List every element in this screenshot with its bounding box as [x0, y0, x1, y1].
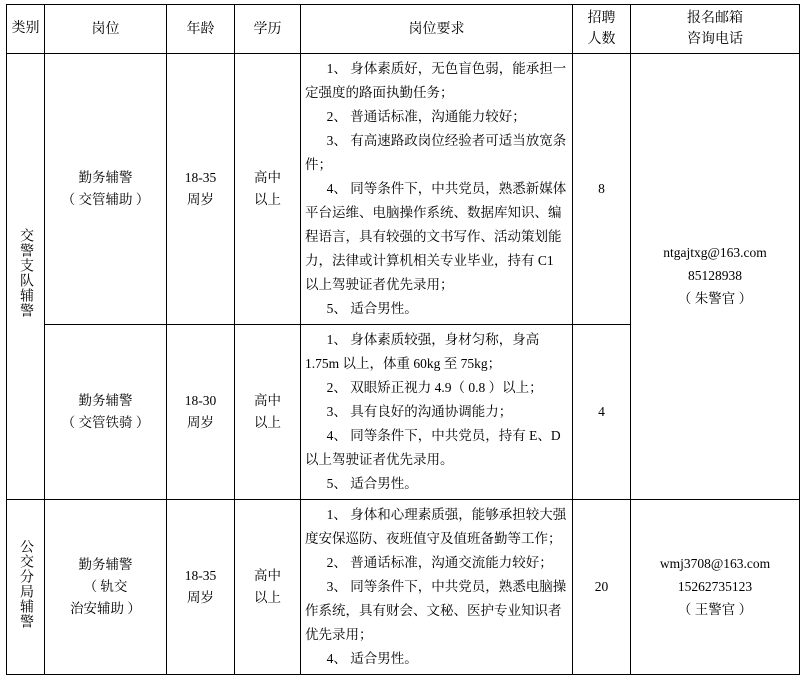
- requirement-item: 3、 同等条件下，中共党员，熟悉电脑操作系统，具有财会、文秘、医护专业知识者优先录用；: [305, 579, 567, 643]
- education-qualifier: 以上: [254, 415, 281, 431]
- requirements-cell: [301, 325, 573, 500]
- requirement-item: 2、 普通话标准，沟通能力较好；: [326, 109, 526, 125]
- table-header-row: [7, 5, 800, 54]
- requirement-item: 4、 同等条件下，中共党员，熟悉新媒体平台运维、电脑操作系统、数据库知识、编程语言，具有较强的文书写作、活动策划能力，法律或计算机相关专业毕业，持有 C1 以上驾驶证者优先录用；: [305, 181, 567, 293]
- category-label: 交警支队辅警: [18, 228, 33, 319]
- age-unit: 周岁: [187, 590, 214, 606]
- count-cell: 8: [573, 54, 631, 325]
- category-cell-traffic-police: [7, 54, 45, 500]
- age-unit: 周岁: [187, 415, 214, 431]
- contact-phone: 85128938: [688, 268, 742, 284]
- recruitment-table: [6, 4, 800, 675]
- education-cell: [235, 325, 301, 500]
- count-header-line1: 招聘: [587, 11, 616, 26]
- post-detail: （ 交管辅助 ）: [61, 192, 150, 208]
- post-detail-continued: 治安辅助 ）: [70, 601, 141, 617]
- contact-email: ntgajtxg@163.com: [663, 245, 767, 261]
- age-cell: [167, 500, 235, 675]
- age-cell: [167, 54, 235, 325]
- education-qualifier: 以上: [254, 590, 281, 606]
- education-level: 高中: [254, 392, 281, 408]
- requirement-item: 4、 适合男性。: [326, 651, 418, 667]
- contact-email: wmj3708@163.com: [659, 555, 771, 571]
- age-cell: [167, 325, 235, 500]
- contact-person: （ 朱警官 ）: [677, 291, 753, 307]
- requirements-list: [305, 503, 568, 671]
- requirement-item: 2、 双眼矫正视力 4.9（ 0.8 ）以上；: [326, 380, 543, 396]
- column-header-requirements: 岗位要求: [301, 5, 573, 54]
- post-cell: [45, 325, 167, 500]
- requirement-item: 2、 普通话标准，沟通交流能力较好；: [326, 555, 553, 571]
- requirement-item: 4、 同等条件下，中共党员，持有 E、D 以上驾驶证者优先录用。: [305, 428, 561, 468]
- post-detail: （ 交管铁骑 ）: [61, 415, 150, 431]
- category-cell-bus-branch: [7, 500, 45, 675]
- column-header-age: 年龄: [167, 5, 235, 54]
- category-label: 公交分局辅警: [18, 538, 33, 629]
- table-row: [7, 500, 800, 675]
- requirements-list: [305, 57, 568, 321]
- contact-phone: 15262735123: [677, 578, 753, 594]
- requirement-item: 5、 适合男性。: [326, 476, 418, 492]
- requirements-list: [305, 328, 568, 496]
- requirement-item: 5、 适合男性。: [326, 301, 418, 317]
- post-name: 勤务辅警: [78, 556, 133, 572]
- requirements-cell: [301, 54, 573, 325]
- contact-header-line2: 咨询电话: [687, 32, 743, 47]
- age-range: 18-30: [184, 392, 217, 408]
- age-range: 18-35: [184, 568, 217, 584]
- column-header-post: 岗位: [45, 5, 167, 54]
- requirement-item: 3、 具有良好的沟通协调能力；: [326, 404, 513, 420]
- contact-cell: [631, 54, 800, 500]
- column-header-count: [573, 5, 631, 54]
- education-cell: [235, 54, 301, 325]
- contact-person: （ 王警官 ）: [677, 601, 753, 617]
- education-level: 高中: [254, 568, 281, 584]
- post-name: 勤务辅警: [78, 392, 133, 408]
- requirement-item: 3、 有高速路政岗位经验者可适当放宽条件；: [305, 133, 567, 173]
- count-cell: 20: [573, 500, 631, 675]
- post-name: 勤务辅警: [78, 169, 133, 185]
- post-detail: （ 轨交: [83, 579, 128, 595]
- age-range: 18-35: [184, 169, 217, 185]
- requirement-item: 1、 身体和心理素质强，能够承担较大强度安保巡防、夜班值守及值班备勤等工作；: [305, 507, 567, 547]
- column-header-category: [7, 5, 45, 54]
- post-cell: [45, 500, 167, 675]
- requirement-item: 1、 身体素质好，无色盲色弱，能承担一定强度的路面执勤任务；: [305, 61, 567, 101]
- column-header-education: 学历: [235, 5, 301, 54]
- requirements-cell: [301, 500, 573, 675]
- education-cell: [235, 500, 301, 675]
- table-row: [7, 54, 800, 325]
- requirement-item: 1、 身体素质较强，身材匀称，身高 1.75m 以上，体重 60kg 至 75kg；: [305, 332, 540, 372]
- contact-header-line1: 报名邮箱: [687, 11, 743, 26]
- count-header-line2: 人数: [587, 32, 616, 47]
- education-qualifier: 以上: [254, 192, 281, 208]
- category-header-line1: 类别: [11, 20, 40, 36]
- contact-cell: [631, 500, 800, 675]
- age-unit: 周岁: [187, 192, 214, 208]
- count-cell: 4: [573, 325, 631, 500]
- column-header-contact: [631, 5, 800, 54]
- education-level: 高中: [254, 169, 281, 185]
- post-cell: [45, 54, 167, 325]
